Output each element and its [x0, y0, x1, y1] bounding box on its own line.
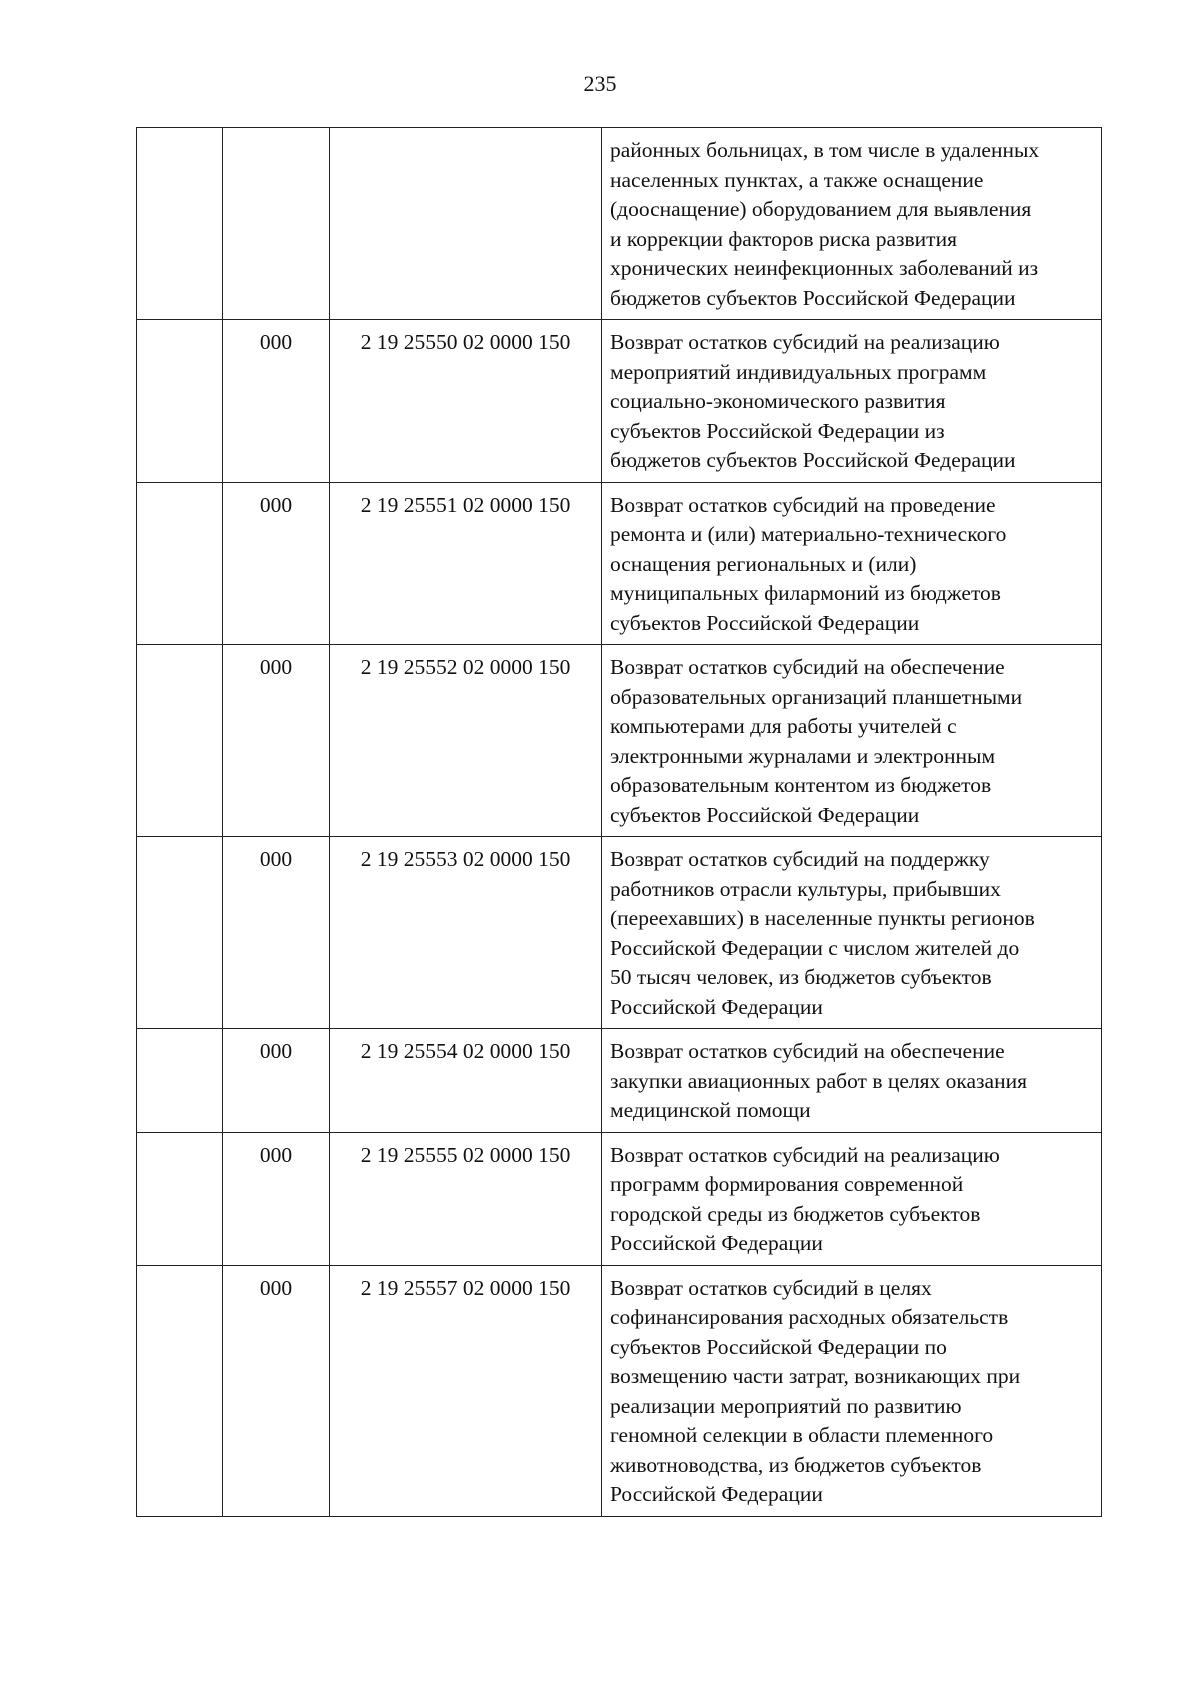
description-line: Российской Федерации с числом жителей до: [610, 935, 1020, 960]
table-body: [137, 128, 1102, 1517]
table-row: [137, 1265, 1102, 1516]
description-line: софинансирования расходных обязательств: [610, 1305, 1009, 1329]
description-line: городской среды из бюджетов субъектов: [610, 1201, 981, 1226]
description-line: субъектов Российской Федерации: [610, 610, 920, 635]
budget-code-cell: 2 19 25550 02 0000 150: [330, 320, 602, 483]
description-line: электронными журналами и электронным: [610, 743, 996, 768]
table-row: [137, 320, 1102, 483]
description-line: субъектов Российской Федерации из: [610, 418, 945, 443]
administrator-code-cell: 000: [223, 320, 330, 483]
administrator-code-cell: 000: [223, 1132, 330, 1265]
description-line: населенных пунктах, а также оснащение: [610, 167, 984, 192]
page-number: 235: [583, 71, 617, 96]
description-line: медицинской помощи: [610, 1098, 811, 1122]
empty-column-cell: [137, 1132, 223, 1265]
description-cell: [602, 1132, 1102, 1265]
description-line: ремонта и (или) материально-технического: [610, 522, 1007, 546]
administrator-code-cell: 000: [223, 645, 330, 837]
description-line: образовательным контентом из бюджетов: [610, 773, 992, 797]
empty-column-cell: [137, 1265, 223, 1516]
description-line: и коррекции факторов риска развития: [610, 226, 957, 251]
description-line: Возврат остатков субсидий на поддержку: [610, 847, 990, 871]
description-line: образовательных организаций планшетными: [610, 684, 1023, 709]
description-cell: [602, 482, 1102, 645]
description-line: социально-экономического развития: [610, 389, 946, 413]
description-cell: [602, 1265, 1102, 1516]
administrator-code-cell: [223, 128, 330, 320]
description-line: Возврат остатков субсидий в целях: [610, 1275, 932, 1300]
table-row: [137, 1132, 1102, 1265]
description-line: бюджетов субъектов Российской Федерации: [610, 448, 1016, 472]
description-line: Возврат остатков субсидий на реализацию: [610, 330, 1000, 354]
table-row: [137, 128, 1102, 320]
budget-code-cell: 2 19 25557 02 0000 150: [330, 1265, 602, 1516]
description-line: хронических неинфекционных заболеваний из: [610, 256, 1039, 280]
empty-column-cell: [137, 1029, 223, 1133]
description-line: Возврат остатков субсидий на обеспечение: [610, 1039, 1005, 1063]
description-line: субъектов Российской Федерации по: [610, 1334, 947, 1359]
table-row: [137, 645, 1102, 837]
description-line: районных больницах, в том числе в удаленных: [610, 138, 1040, 162]
description-line: геномной селекции в области племенного: [610, 1423, 994, 1447]
description-line: субъектов Российской Федерации: [610, 802, 920, 827]
description-line: работников отрасли культуры, прибывших: [610, 876, 1001, 901]
budget-code-cell: [330, 128, 602, 320]
description-line: (дооснащение) оборудованием для выявления: [610, 197, 1032, 221]
description-line: муниципальных филармоний из бюджетов: [610, 581, 1001, 605]
empty-column-cell: [137, 128, 223, 320]
empty-column-cell: [137, 320, 223, 483]
administrator-code-cell: 000: [223, 837, 330, 1029]
description-line: Возврат остатков субсидий на проведение: [610, 492, 996, 517]
administrator-code-cell: 000: [223, 1029, 330, 1133]
description-line: Российской Федерации: [610, 1231, 823, 1255]
description-line: бюджетов субъектов Российской Федерации: [610, 285, 1016, 310]
description-line: компьютерами для работы учителей с: [610, 714, 957, 738]
description-line: животноводства, из бюджетов субъектов: [610, 1452, 982, 1477]
description-line: 50 тысяч человек, из бюджетов субъектов: [610, 965, 992, 989]
budget-classification-table: [136, 127, 1102, 1517]
administrator-code-cell: 000: [223, 482, 330, 645]
description-line: возмещению части затрат, возникающих при: [610, 1364, 1021, 1388]
description-line: оснащения региональных и (или): [610, 551, 917, 576]
description-line: программ формирования современной: [610, 1172, 964, 1196]
administrator-code-cell: 000: [223, 1265, 330, 1516]
description-cell: [602, 837, 1102, 1029]
table-row: [137, 1029, 1102, 1133]
description-cell: [602, 320, 1102, 483]
description-line: Российской Федерации: [610, 994, 823, 1019]
description-line: реализации мероприятий по развитию: [610, 1393, 962, 1418]
description-line: закупки авиационных работ в целях оказания: [610, 1068, 1027, 1093]
description-line: Возврат остатков субсидий на реализацию: [610, 1142, 1000, 1167]
empty-column-cell: [137, 645, 223, 837]
description-line: Возврат остатков субсидий на обеспечение: [610, 655, 1005, 679]
description-line: Российской Федерации: [610, 1482, 823, 1506]
budget-code-cell: 2 19 25555 02 0000 150: [330, 1132, 602, 1265]
description-cell: [602, 1029, 1102, 1133]
description-line: (переехавших) в населенные пункты регионов: [610, 906, 1035, 930]
empty-column-cell: [137, 837, 223, 1029]
description-line: мероприятий индивидуальных программ: [610, 359, 987, 384]
budget-code-cell: 2 19 25552 02 0000 150: [330, 645, 602, 837]
description-cell: [602, 645, 1102, 837]
table-row: [137, 837, 1102, 1029]
empty-column-cell: [137, 482, 223, 645]
budget-code-cell: 2 19 25551 02 0000 150: [330, 482, 602, 645]
description-cell: [602, 128, 1102, 320]
budget-code-cell: 2 19 25554 02 0000 150: [330, 1029, 602, 1133]
table-row: [137, 482, 1102, 645]
budget-code-cell: 2 19 25553 02 0000 150: [330, 837, 602, 1029]
